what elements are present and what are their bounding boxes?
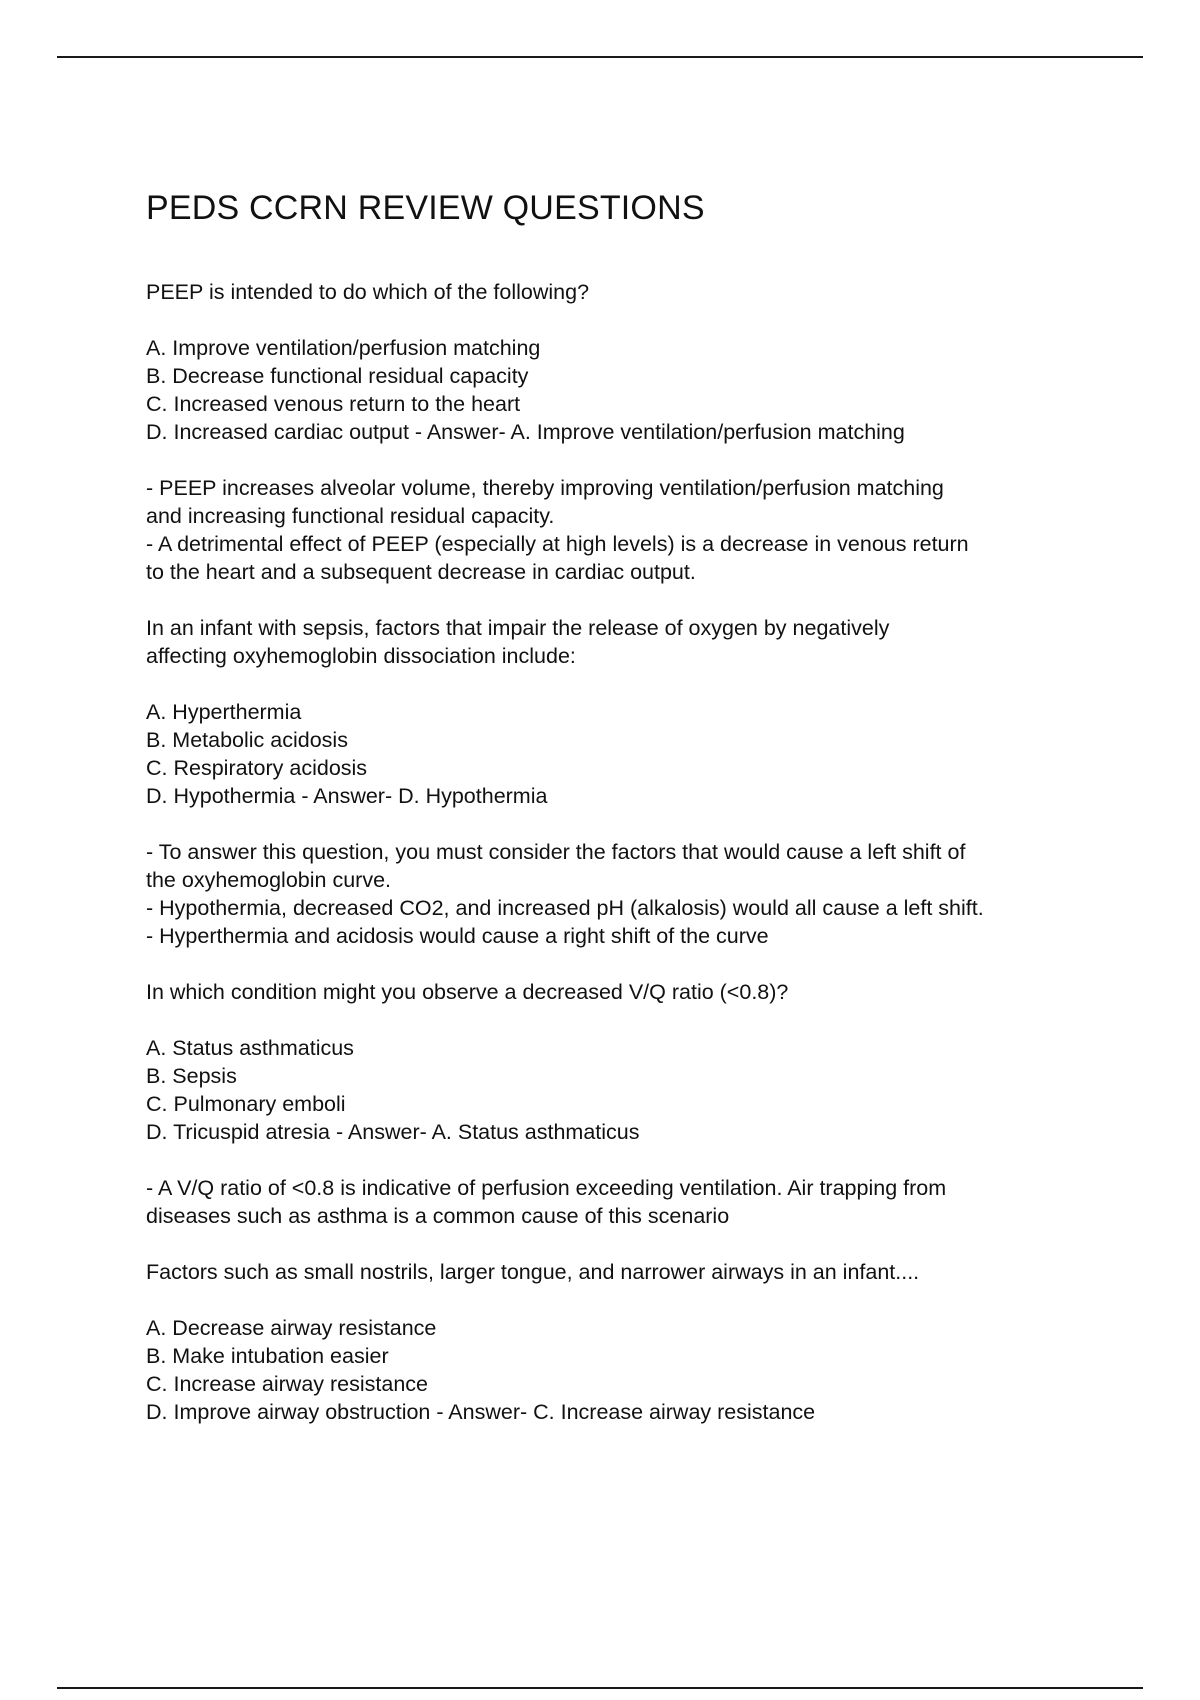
text-line: A. Status asthmaticus xyxy=(146,1036,354,1060)
text-line: A. Decrease airway resistance xyxy=(146,1316,437,1340)
text-line: - A V/Q ratio of <0.8 is indicative of perfusion exceeding ventilation. Air trapping from xyxy=(146,1176,947,1200)
text-line: D. Improve airway obstruction - Answer- C. Increase airway resistance xyxy=(146,1400,816,1424)
text-line: B. Decrease functional residual capacity xyxy=(146,364,529,388)
text-line: and increasing functional residual capacity. xyxy=(146,504,555,528)
text-line: - To answer this question, you must consider the factors that would cause a left shift of xyxy=(146,840,966,864)
paragraph xyxy=(146,474,1106,586)
text-line: - PEEP increases alveolar volume, thereby improving ventilation/perfusion matching xyxy=(146,476,944,500)
paragraph xyxy=(146,698,1106,810)
text-line: A. Improve ventilation/perfusion matching xyxy=(146,336,541,360)
text-line: A. Hyperthermia xyxy=(146,700,302,724)
paragraph xyxy=(146,838,1106,950)
paragraph xyxy=(146,1258,1106,1286)
paragraph xyxy=(146,614,1106,670)
text-line: C. Pulmonary emboli xyxy=(146,1092,346,1116)
text-line: - Hypothermia, decreased CO2, and increased pH (alkalosis) would all cause a left shift. xyxy=(146,896,984,920)
text-line: PEEP is intended to do which of the following? xyxy=(146,280,590,304)
text-line: affecting oxyhemoglobin dissociation include: xyxy=(146,644,576,668)
text-line: - Hyperthermia and acidosis would cause a right shift of the curve xyxy=(146,924,769,948)
text-line: B. Metabolic acidosis xyxy=(146,728,348,752)
text-line: D. Tricuspid atresia - Answer- A. Status asthmaticus xyxy=(146,1120,640,1144)
text-line: C. Increase airway resistance xyxy=(146,1372,428,1396)
paragraph xyxy=(146,1034,1106,1146)
text-line: to the heart and a subsequent decrease in cardiac output. xyxy=(146,560,696,584)
text-line: diseases such as asthma is a common cause of this scenario xyxy=(146,1204,730,1228)
text-line: the oxyhemoglobin curve. xyxy=(146,868,392,892)
text-line: B. Make intubation easier xyxy=(146,1344,389,1368)
text-line: C. Respiratory acidosis xyxy=(146,756,368,780)
top-rule xyxy=(57,56,1143,58)
paragraph xyxy=(146,1314,1106,1426)
text-line: B. Sepsis xyxy=(146,1064,237,1088)
text-line: - A detrimental effect of PEEP (especially at high levels) is a decrease in venous return xyxy=(146,532,969,556)
text-line: Factors such as small nostrils, larger tongue, and narrower airways in an infant.... xyxy=(146,1260,920,1284)
text-line: C. Increased venous return to the heart xyxy=(146,392,521,416)
paragraph xyxy=(146,978,1106,1006)
bottom-rule xyxy=(57,1687,1143,1689)
text-line: In which condition might you observe a decreased V/Q ratio (<0.8)? xyxy=(146,980,789,1004)
document-body xyxy=(146,184,1106,1426)
paragraph xyxy=(146,278,1106,306)
document-paragraphs xyxy=(146,278,1106,1426)
paragraph xyxy=(146,1174,1106,1230)
text-line: In an infant with sepsis, factors that impair the release of oxygen by negatively xyxy=(146,616,890,640)
paragraph xyxy=(146,334,1106,446)
page-title: PEDS CCRN REVIEW QUESTIONS xyxy=(146,189,705,227)
text-line: D. Increased cardiac output - Answer- A. Improve ventilation/perfusion matching xyxy=(146,420,905,444)
text-line: D. Hypothermia - Answer- D. Hypothermia xyxy=(146,784,548,808)
